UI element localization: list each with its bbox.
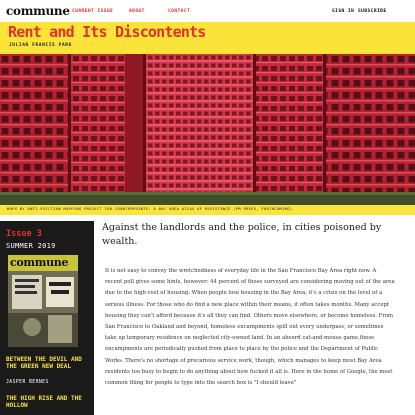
image-caption: MAPS BY ANTI-EVICTION MAPPING PROJECT FOR COUNTERPOINTS: A BAY AREA ATLAS OF RESISTANCE (PM PRESS, FORTHCOMING) — [7, 207, 293, 211]
article-author[interactable]: JULIAN FRANCIS PARK — [9, 43, 72, 48]
nav-link-contact[interactable]: CONTACT — [168, 9, 191, 14]
issue-cover-image[interactable] — [8, 255, 78, 347]
sidebar-article-author[interactable]: JASPER BERNES — [6, 380, 49, 385]
article-title: Rent and Its Discontents — [8, 23, 206, 41]
issue-label[interactable]: Issue 3 — [6, 229, 42, 239]
hero-buildings-illustration — [0, 54, 415, 205]
article-paragraph: It is not easy to convey the wretchedness of everyday life in the San Francisco Bay Area right now. A recent poll gives some hints, however: 44 percent of those surveyed are considering moving out of the area due to the high cost of housing. When people lose housing in the Bay Area, it's a crisis on the level of a serious illness. For those who do find a new place within their means, it often takes months. Many accept housing they can't afford because it's all they can find. Others move elsewhere, or become homeless. From San Francisco to Oakland and beyond, homeless encampments spill out every underpass, or sometimes take up temporary residence on neglected city-owned land. In an absurd cat-and-mouse game,these encampments are periodically pushed from place to place by the police and the Department of Public Works. There's no shortage of precarious service work, though, which manages to keep most Bay Area residents too busy to begin to do anything about how fucked it all is. Here in the home of Google, the most common thing for people to type into the search box is "I should leave" — [105, 268, 395, 387]
article-deck: Against the landlords and the police, in cities poisoned by wealth. — [102, 222, 382, 247]
cover-logo: commune — [10, 256, 69, 269]
sign-in-link[interactable]: SIGN IN — [332, 9, 355, 14]
article-body — [105, 266, 395, 415]
issue-date: SUMMER 2019 — [6, 242, 56, 250]
site-logo[interactable]: commune — [6, 4, 70, 18]
sidebar-article-title[interactable]: BETWEEN THE DEVIL AND THE GREEN NEW DEAL — [6, 356, 82, 370]
article-header — [0, 22, 415, 54]
hero-image — [0, 54, 415, 205]
image-caption-bar — [0, 205, 415, 215]
sidebar-article-title[interactable]: THE HIGH RISE AND THE HOLLOW — [6, 395, 82, 409]
nav-link-about[interactable]: ABOUT — [129, 9, 145, 14]
issue-sidebar — [0, 221, 94, 415]
top-nav — [0, 0, 415, 22]
subscribe-link[interactable]: SUBSCRIBE — [358, 9, 387, 14]
nav-link-current-issue[interactable]: CURRENT ISSUE — [72, 9, 114, 14]
cover-artwork — [8, 255, 78, 347]
